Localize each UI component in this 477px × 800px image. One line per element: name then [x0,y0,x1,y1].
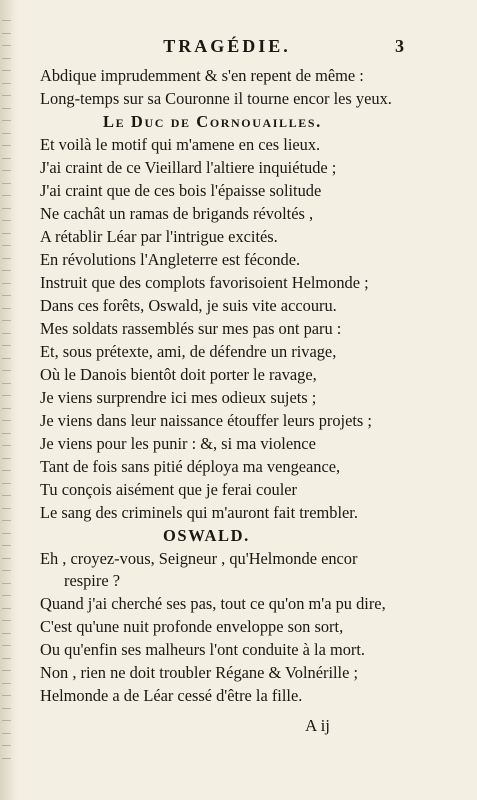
verse-line: Tu conçois aisément que je ferai couler [40,480,298,499]
gutter-mark [2,33,11,34]
running-title: TRAGÉDIE. [163,36,291,56]
verse-line: Je viens pour les punir : &, si ma violence [40,434,316,453]
gutter-mark [2,145,11,146]
gutter-mark [2,108,11,109]
gutter-mark [2,195,11,196]
gutter-mark [2,358,11,359]
verse-line: Non , rien ne doit troubler Régane & Volnérille ; [40,663,359,682]
verse-line: Long-temps sur sa Couronne il tourne encor les yeux. [40,89,392,108]
verse-line: Instruit que des complots favorisoient Helmonde ; [40,273,369,292]
gutter-mark [2,733,11,734]
gutter-mark [2,295,11,296]
speaker-heading: Le Duc de Cornouailles. [103,112,322,131]
gutter-mark [2,658,11,659]
gutter-mark [2,120,11,121]
gutter-mark [2,245,11,246]
gutter-mark [2,720,11,721]
gutter-mark [2,608,11,609]
verse-line: C'est qu'une nuit profonde enveloppe son sort, [40,617,344,636]
gutter-mark [2,445,11,446]
gutter-mark [2,745,11,746]
verse-line-continuation: respire ? [64,571,120,590]
catchword-signature: A ij [305,716,331,735]
verse-line: Et voilà le motif qui m'amene en ces lieux. [40,135,321,154]
speaker-heading: OSWALD. [163,526,250,545]
gutter-mark [2,170,11,171]
gutter-mark [2,558,11,559]
gutter-mark [2,570,11,571]
gutter-mark [2,670,11,671]
running-head [0,36,477,66]
gutter-mark [2,595,11,596]
gutter-mark [2,320,11,321]
gutter-mark [2,520,11,521]
gutter-mark [2,395,11,396]
gutter-mark [2,420,11,421]
gutter-mark [2,408,11,409]
gutter-mark [2,458,11,459]
page-number: 3 [395,36,404,56]
gutter-mark [2,545,11,546]
gutter-mark [2,70,11,71]
gutter-mark [2,308,11,309]
verse-line: Quand j'ai cherché ses pas, tout ce qu'on m'a pu dire, [40,594,386,613]
gutter-mark [2,220,11,221]
verse-line: Je viens dans leur naissance étouffer leurs projets ; [40,411,372,430]
gutter-mark [2,383,11,384]
gutter-mark [2,158,11,159]
verse-line: Ou qu'enfin ses malheurs l'ont conduite à la mort. [40,640,365,659]
verse-line: Je viens surprendre ici mes odieux sujets ; [40,388,317,407]
verse-line: A rétablir Léar par l'intrigue excités. [40,227,278,246]
verse-line: Le sang des criminels qui m'auront fait trembler. [40,503,358,522]
gutter-mark [2,695,11,696]
gutter-mark [2,683,11,684]
verse-line: Eh , croyez-vous, Seigneur , qu'Helmonde encor [40,549,358,568]
gutter-mark [2,83,11,84]
gutter-mark [2,345,11,346]
gutter-mark [2,183,11,184]
gutter-mark [2,758,11,759]
verse-line: J'ai craint que de ces bois l'épaisse solitude [40,181,322,200]
gutter-mark [2,333,11,334]
verse-line: Mes soldats rassemblés sur mes pas ont paru : [40,319,342,338]
verse-line: Tant de fois sans pitié déploya ma vengeance, [40,457,341,476]
gutter-mark [2,20,11,21]
verse-line: Dans ces forêts, Oswald, je suis vite accouru. [40,296,337,315]
verse-line: Ne cachât un ramas de brigands révoltés , [40,204,314,223]
gutter-mark [2,708,11,709]
verse-line: Abdique imprudemment & s'en repent de même : [40,66,364,85]
verse-line: J'ai craint de ce Vieillard l'altiere inquiétude ; [40,158,337,177]
gutter-mark [2,95,11,96]
verse-line: Et, sous prétexte, ami, de défendre un rivage, [40,342,337,361]
gutter-mark [2,270,11,271]
verse-line: Où le Danois bientôt doit porter le ravage, [40,365,317,384]
gutter-mark [2,433,11,434]
gutter-mark [2,620,11,621]
gutter-mark [2,470,11,471]
page-gutter [0,0,18,800]
gutter-mark [2,583,11,584]
gutter-mark [2,495,11,496]
gutter-mark [2,483,11,484]
gutter-mark [2,370,11,371]
verse-line: En révolutions l'Angleterre est féconde. [40,250,301,269]
gutter-marks [2,20,12,780]
gutter-mark [2,133,11,134]
gutter-mark [2,533,11,534]
gutter-mark [2,508,11,509]
gutter-mark [2,645,11,646]
gutter-mark [2,233,11,234]
gutter-mark [2,633,11,634]
verse-line: Helmonde a de Léar cessé d'être la fille. [40,686,303,705]
gutter-mark [2,208,11,209]
gutter-mark [2,258,11,259]
gutter-mark [2,283,11,284]
